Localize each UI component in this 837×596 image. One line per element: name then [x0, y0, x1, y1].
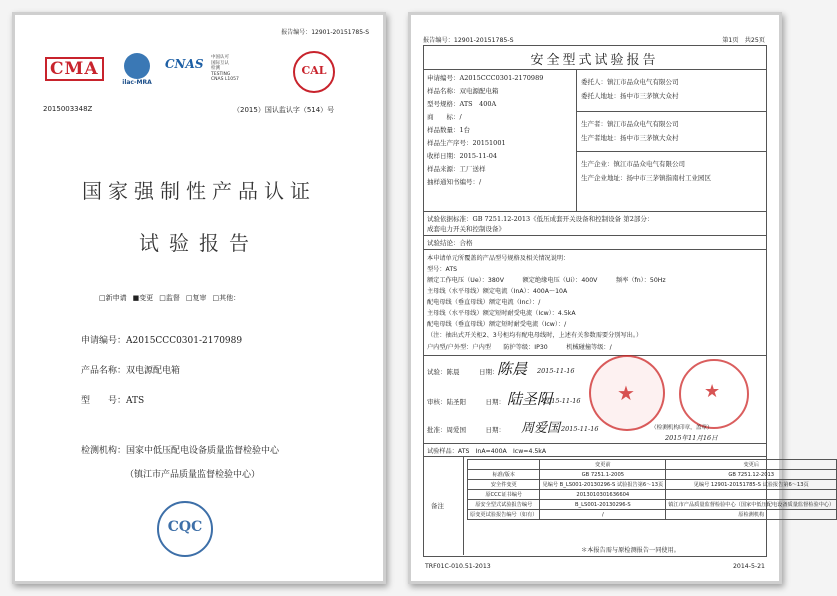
approver-signature: 周爱国	[521, 421, 561, 436]
reviewer-date: 2015-11-16	[543, 397, 581, 405]
info-factory: 生产企业：镇江市品众电气有限公司	[581, 160, 685, 168]
info-factory-address: 生产企业地址：扬中市三茅镇指南村工业园区	[581, 174, 711, 182]
test-conclusion: 试验结论：合格	[427, 239, 473, 247]
info-quantity: 样品数量：1台	[427, 126, 471, 134]
seal-caption: （检测机构印章，盖章）	[651, 425, 713, 431]
approver-date: 2015-11-16	[561, 425, 599, 433]
test-standard-cont: 成套电力开关和控制设备》	[427, 225, 505, 233]
application-number: 申请编号：A2015CCC0301-2170989	[81, 336, 243, 346]
table-row: 原变更试验报告编号（如有） / 原检测机构	[468, 510, 837, 520]
table-header-row: 变更前 变更后	[468, 460, 837, 470]
info-receive-date: 收样日期：2015-11-04	[427, 152, 497, 160]
remarks-label: 备注	[431, 502, 444, 510]
check-other: □其他：	[212, 294, 241, 302]
report-title: 安全型式试验报告	[530, 53, 659, 68]
application-type-checkboxes	[99, 293, 240, 303]
page-indicator: 第1页 共25页	[722, 37, 765, 44]
check-supervise: □监督	[159, 294, 180, 302]
param-main-bus-current: 主母线（水平母线）额定电流（InA）：400A～10A	[427, 288, 568, 295]
model-number: 型 号：ATS	[81, 396, 145, 406]
info-app-no: 申请编号：A2015CCC0301-2170989	[427, 74, 544, 82]
footer-note: ＊本报告需与原检测报告一同使用。	[581, 547, 680, 554]
table-row: 原CCC证书编号 2013010301636604	[468, 490, 837, 500]
tester-date: 2015-11-16	[537, 367, 575, 375]
approver-label: 批准：周爱国 日期：	[427, 426, 505, 434]
param-dist-bus-current: 配电母线（垂直母线）额定电流（Inc）：/	[427, 299, 541, 306]
organization-seal: ★	[679, 359, 749, 429]
info-trademark: 商 标：/	[427, 113, 462, 121]
form-date: 2014-5-21	[732, 563, 765, 570]
table-row: 安全件变更 见编号 B_LS001-20130296-S 试验报告第6～13页 见编号 12901-20151785-S 试验报告第6～13页	[468, 480, 837, 490]
report-number: 报告编号：12901-20151785-S	[423, 37, 514, 44]
cal-logo: CAL	[293, 51, 335, 93]
certificate-cover-page	[12, 12, 386, 584]
cnas-caption: 中国认可 国际互认 检测 TESTING CNAS L1057	[211, 55, 239, 82]
report-number: 报告编号：12901-20151785-S	[281, 29, 369, 36]
param-dist-bus-icw: 配电母线（垂直母线）额定短时耐受电流（Icw）：/	[427, 321, 567, 328]
info-client-address: 委托人地址：扬中市三茅镇大众村	[581, 92, 679, 100]
testing-organization-alt: （镇江市产品质量监督检验中心）	[125, 470, 261, 480]
info-source: 样品来源：工厂送样	[427, 165, 486, 173]
form-number: TRF01C-010.51-2013	[425, 563, 491, 570]
check-change: ■变更	[132, 294, 154, 302]
report-title-main: 国家强制性产品认证	[82, 179, 316, 203]
tester-signature: 陈晨	[497, 360, 528, 378]
reviewer-label: 审核：陆圣阳 日期：	[427, 398, 505, 406]
seal-date: 2015年11月16日	[665, 434, 718, 442]
param-protection: 户内型/户外型：户内型 防护等级：IP30 机械碰撞等级：/	[427, 344, 612, 351]
reviewer-signature: 陆圣阳	[507, 390, 553, 408]
cqc-logo: CQC	[157, 501, 213, 557]
table-row: 标准/版本 GB 7251.1-2005 GB 7251.12-2013	[468, 470, 837, 480]
info-maker-address: 生产者地址：扬中市三茅镇大众村	[581, 134, 679, 142]
info-product: 样品名称：双电源配电箱	[427, 87, 499, 95]
change-history-table	[467, 459, 837, 520]
testing-organization: 检测机构：国家中低压配电设备质量监督检验中心	[81, 446, 280, 456]
ilac-mra-logo: ilac-MRA	[113, 53, 161, 87]
table-row: 原安全型式试验报告编号 B_LS001-20130296-S 镇江市产品质量监督检验中心（国家中低压配电设备质量监督检验中心）	[468, 500, 837, 510]
info-client: 委托人：镇江市品众电气有限公司	[581, 78, 679, 86]
inspection-seal: ★	[589, 355, 665, 431]
report-title-sub: 试验报告	[139, 231, 259, 255]
check-review: □复审	[185, 294, 207, 302]
info-maker: 生产者：镇江市品众电气有限公司	[581, 120, 679, 128]
product-name: 产品名称：双电源配电箱	[81, 366, 181, 376]
certificate-code: 2015003348Z	[43, 105, 93, 113]
param-voltage: 额定工作电压（Ue）：380V 额定绝缘电压（Ui）：400V 频率（fn）：50Hz	[427, 277, 666, 284]
param-note: （注：抽出式开关柜2、3号柜均有配电母线时，上述有关参数需要分别写出。）	[427, 332, 643, 339]
check-new: □新申请	[99, 294, 127, 302]
test-report-page	[408, 12, 835, 584]
accreditation-number: （2015）国认监认字（514）号	[233, 106, 335, 114]
test-standard: 试验依据标准：GB 7251.12-2013《低压成套开关设备和控制设备 第2部分：	[427, 215, 654, 223]
params-title: 本申请单元所覆盖的产品型号规格及相关情况说明：	[427, 255, 570, 262]
info-sampling-notice: 抽样通知书编号：/	[427, 178, 482, 186]
cma-logo: CMA	[45, 57, 104, 81]
cnas-logo: CNAS	[165, 57, 204, 71]
info-model: 型号规格：ATS 400A	[427, 100, 497, 108]
info-production-serial: 样品生产序号：20151001	[427, 139, 506, 147]
sample-description: 试验样品：ATS InA=400A Icw=4.5kA	[427, 448, 547, 455]
param-model: 型号：ATS	[427, 266, 458, 273]
tester-label: 试验：陈晨 日期：	[427, 368, 499, 376]
param-main-bus-icw: 主母线（水平母线）额定短时耐受电流（Icw）：4.5kA	[427, 310, 576, 317]
